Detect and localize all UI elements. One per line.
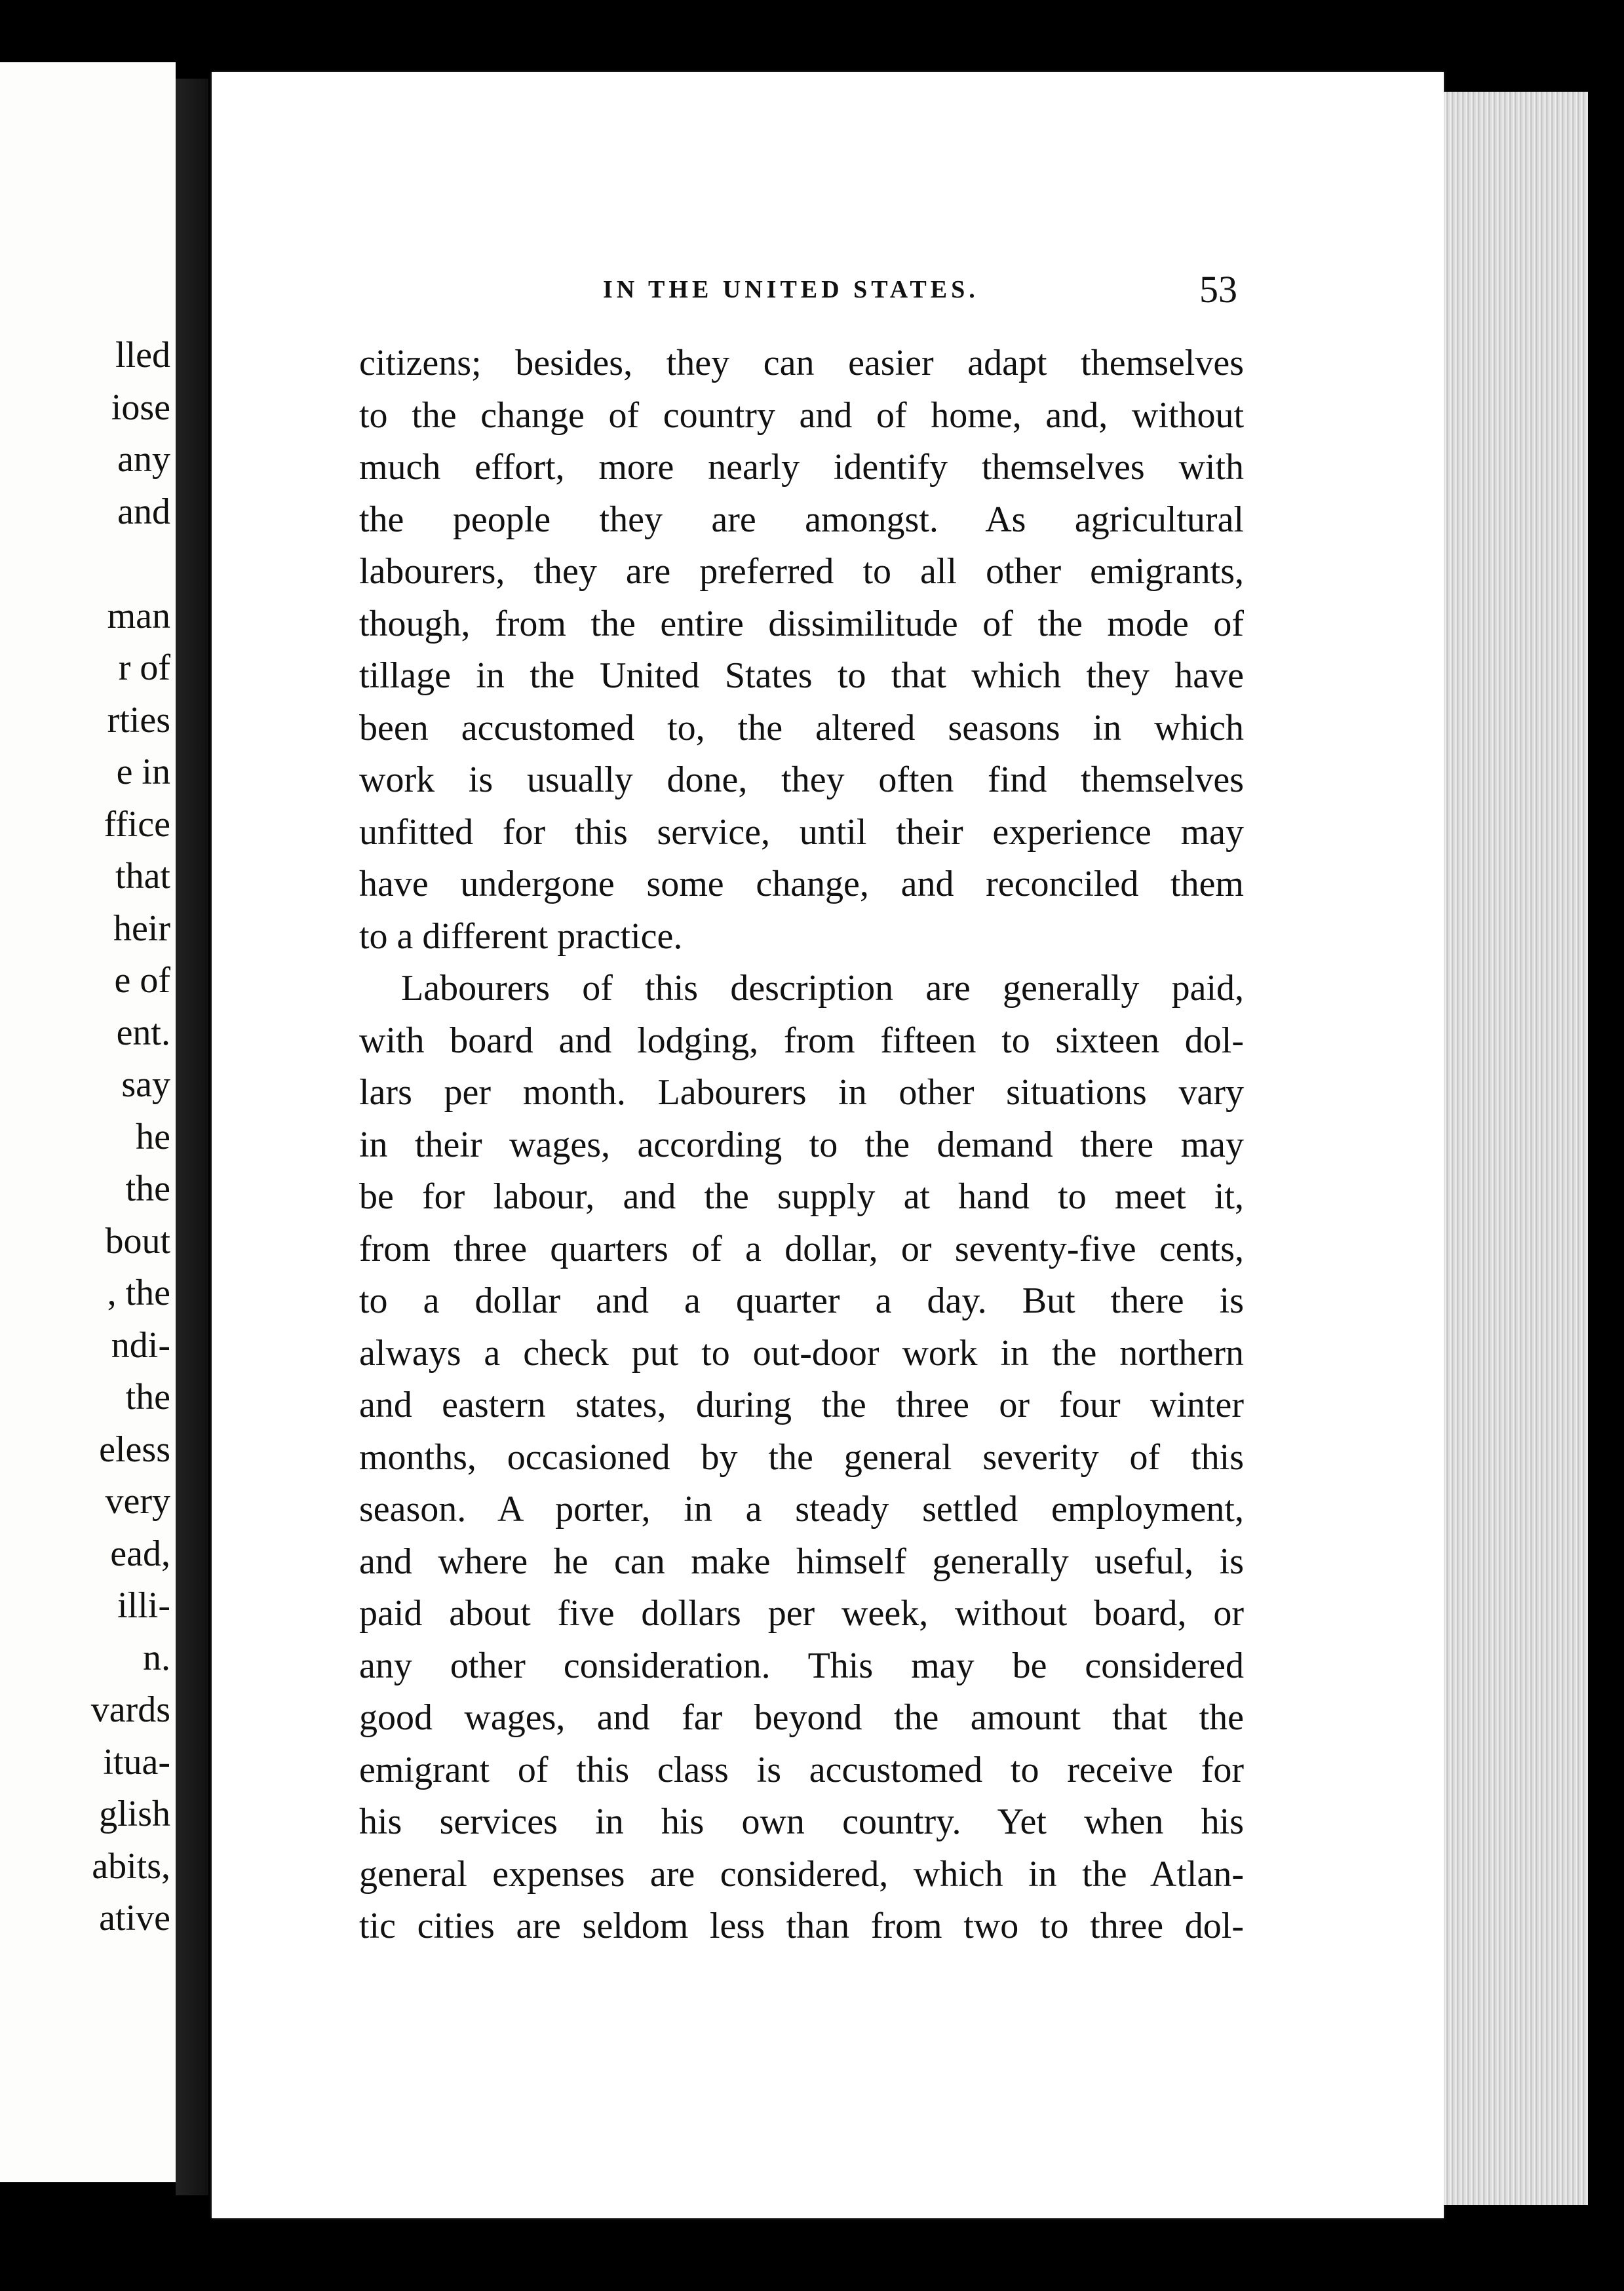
left-fragment: ead,: [110, 1533, 170, 1574]
left-fragment: that: [115, 856, 170, 896]
text-line: good wages, and far beyond the amount that the: [359, 1697, 1244, 1738]
left-fragment: and: [117, 491, 170, 532]
text-line: any other consideration. This may be considered: [359, 1645, 1244, 1686]
left-fragment: e in: [116, 752, 170, 792]
left-fragment: ffice: [104, 803, 170, 845]
text-line: months, occasioned by the general severity of this: [359, 1436, 1244, 1478]
left-fragment: very: [105, 1481, 170, 1522]
text-line: citizens; besides, they can easier adapt themselves: [359, 343, 1244, 383]
left-fragment: any: [117, 439, 170, 480]
page-number: 53: [1199, 268, 1237, 311]
left-fragment: glish: [99, 1794, 170, 1834]
left-fragment: , the: [107, 1273, 170, 1313]
text-line: Labourers of this description are generally paid,: [401, 968, 1244, 1009]
page-edges: [1444, 92, 1588, 2205]
left-fragment: vards: [90, 1689, 170, 1730]
left-fragment: eless: [99, 1429, 170, 1470]
left-page-text-fragments: [0, 330, 170, 1945]
left-fragment: he: [136, 1116, 170, 1157]
text-line: to a dollar and a quarter a day. But there is: [359, 1280, 1244, 1321]
book-gutter: [176, 79, 208, 2195]
text-line: the people they are amongst. As agricultural: [359, 499, 1244, 540]
text-line: to the change of country and of home, and, without: [359, 395, 1244, 436]
left-fragment: man: [107, 595, 170, 636]
left-fragment: the: [125, 1377, 170, 1417]
running-header: IN THE UNITED STATES.: [603, 276, 979, 303]
text-line: with board and lodging, from fifteen to sixteen dol-: [359, 1020, 1244, 1061]
text-line: paid about five dollars per week, without board, or: [359, 1593, 1244, 1634]
text-line: and eastern states, during the three or four winter: [359, 1385, 1244, 1425]
left-fragment: illi-: [117, 1585, 170, 1626]
left-fragment: lled: [115, 335, 170, 375]
text-line: emigrant of this class is accustomed to receive for: [359, 1749, 1244, 1790]
left-fragment: [0, 538, 170, 590]
text-line: work is usually done, they often find themselves: [359, 760, 1244, 800]
left-fragment: r of: [118, 647, 170, 688]
text-line: always a check put to out-door work in the northern: [359, 1332, 1244, 1374]
text-line: in their wages, according to the demand there may: [359, 1124, 1244, 1165]
left-fragment: ative: [99, 1898, 170, 1938]
left-fragment: ndi-: [111, 1324, 170, 1366]
text-line: tic cities are seldom less than from two to three dol-: [359, 1906, 1244, 1946]
left-fragment: rties: [107, 699, 170, 741]
text-line: tillage in the United States to that which they have: [359, 655, 1244, 696]
text-line: his services in his own country. Yet when his: [359, 1801, 1244, 1842]
left-fragment: bout: [105, 1220, 170, 1261]
text-line: unfitted for this service, until their experience may: [359, 811, 1244, 853]
left-fragment: say: [121, 1064, 170, 1105]
left-fragment: itua-: [103, 1741, 170, 1782]
text-line: from three quarters of a dollar, or seventy-five cents,: [359, 1228, 1244, 1269]
text-line: been accustomed to, the altered seasons in which: [359, 707, 1244, 748]
left-fragment: abits,: [92, 1845, 170, 1887]
text-line: and where he can make himself generally useful, is: [359, 1541, 1244, 1582]
left-fragment: e of: [114, 960, 170, 1001]
body-text: [359, 337, 1244, 1953]
text-line: general expenses are considered, which in the Atlan-: [359, 1853, 1244, 1895]
text-line: to a different practice.: [359, 915, 683, 957]
text-line: much effort, more nearly identify themselves with: [359, 447, 1244, 488]
left-fragment: iose: [111, 387, 170, 428]
text-line: though, from the entire dissimilitude of the mode of: [359, 603, 1244, 644]
left-fragment: ent.: [116, 1012, 170, 1053]
left-fragment: n.: [143, 1637, 170, 1678]
text-line: season. A porter, in a steady settled employment,: [359, 1489, 1244, 1530]
text-line: have undergone some change, and reconciled them: [359, 864, 1244, 904]
text-line: labourers, they are preferred to all other emigrants,: [359, 551, 1244, 592]
text-line: lars per month. Labourers in other situations vary: [359, 1072, 1244, 1113]
left-fragment: the: [125, 1168, 170, 1209]
left-fragment: heir: [113, 908, 170, 949]
left-facing-page: [0, 62, 176, 2182]
text-line: be for labour, and the supply at hand to meet it,: [359, 1176, 1244, 1217]
